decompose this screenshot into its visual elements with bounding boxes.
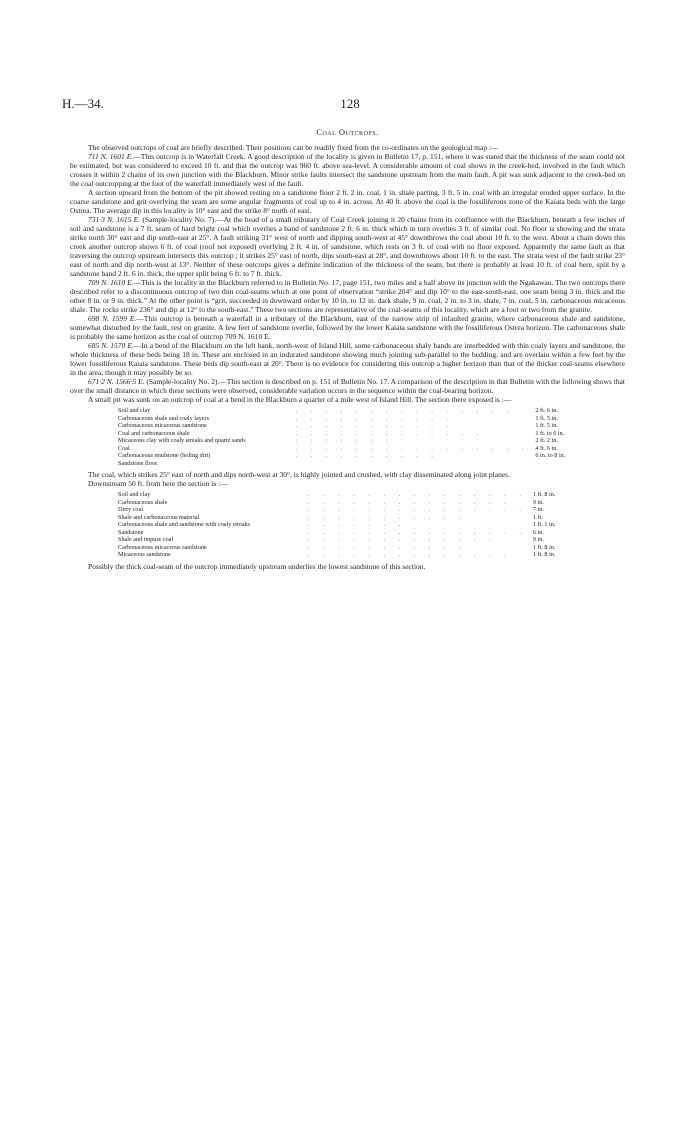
table-row: Dirty coal . . . . . . . . . . . . . . . 7 in. (118, 506, 544, 513)
paragraph-711 (70, 152, 625, 188)
table-row: Shale and carbonaceous material . . . . . . . . . . . 1 ft. (118, 513, 543, 521)
section-table-1 (118, 407, 588, 467)
table-row: Carbonaceous micaceous sandstone . . . . . . . . . . . 1 ft. 8 in. (118, 543, 556, 551)
paragraph-685 (70, 341, 625, 377)
body-text (70, 128, 625, 571)
paragraph-709-text: —This is the locality in the Blackburn referred to in Bulletin No. 17, page 151, two miles and a half above its junction with the Ngakawau. The two outcrops there described refer to a discontinuous outcrop of two thin coal-seams which at one point of observation “strike 204° and dip 10° to the east-south-east, one seam being 3 in. thick and the other 8 in. or 9 in. thick.” At the other point is “grit, succeeded in downward order by 10 in. to 12 in. dark shale, 9 in. coal, 2 in. to 3 in. shale, 7 in. coal, 5 in. carbonaceous micaceous shale. The rocks strike 236° and dip at 12° to the south-east.” These two sections are representative of the coal-seams of this locality, which are a foot or two from the granite. (70, 278, 625, 314)
locality-685: 685 N. 1570 E. (88, 341, 134, 350)
paragraph-709 (70, 278, 625, 314)
paragraph-731 (70, 215, 625, 278)
locality-731: 731·3 N. 1615 E. (88, 215, 141, 224)
paragraph-small-pit: A small pit was sunk on an outcrop of coal at a bend in the Blackburn a quarter of a mile west of Island Hill. The section there exposed is :— (88, 395, 512, 404)
paragraph-698 (70, 314, 625, 341)
paragraph-671 (70, 377, 625, 395)
locality-698: 698 N. 1599 E. (88, 314, 137, 323)
table-row: Carbonaceous shale . . . . . . . . . . . . . . 9 in. (118, 498, 544, 506)
table-row: Micaceous clay with coaly streaks and quartz sands . . . . . . . 2 ft. 2 in. (118, 437, 558, 444)
paragraph-coal-joints: The coal, which strikes 25° east of north and dips north-west at 30°, is highly jointed and crushed, with clay disseminated along joint planes. (88, 470, 510, 479)
paragraph-downstream: Downstream 50 ft. from here the section is :— (88, 479, 228, 488)
table-row: Carbonaceous mudstone (holing dirt) . . . . . . . . . . 6 in. to 8 in. (118, 452, 566, 459)
page-number: 128 (340, 96, 360, 111)
paragraph-685-text: —In a bend of the Blackburn on the left bank, north-west of Island Hill, some carbonaceous shaly bands are interbedded with thin coaly layers and sandstone, the whole thickness of these beds being 18 in. These are enclosed in an indurated sandstone showing much jointing sub-parallel to the bedding, and are overlain within a few feet by the lower fossiliferous Kaiata sandstone. These beds dip south-east at 20°. There is no evidence for considering this outcrop a higher horizon than that of the thicker coal-seams elsewhere in the area, though it may possibly be so. (70, 341, 625, 377)
table-row: Carbonaceous shale and sandstone with coaly streaks . . . . . . . 1 ft. 1 in. (118, 521, 556, 528)
page-header (62, 96, 638, 112)
intro-paragraph: The observed outcrops of coal are briefly described. Their positions can be readily fixed from the co-ordinates on the geological map :— (88, 143, 499, 152)
section-title: Coal Outcrops. (316, 127, 379, 137)
table-row: Carbonaceous micaceous sandstone . . . . . . . . . . . 1 ft. 5 in. (118, 422, 558, 429)
paragraph-671-text: (Sample-locality No. 2).—This section is described on p. 151 of Bulletin No. 17. A comparison of the description in that Bulletin with the following shows that over the small distance in which these sections were observed, considerable variation occurs in the sequence within the coal-bearing horizon. (70, 377, 625, 395)
table-row: Coal . . . . . . . . . . . . . . . . 4 ft. 6 in. (118, 444, 558, 452)
section-table-2 (118, 491, 588, 559)
table-row: Soil and clay . . . . . . . . . . . . . . . 1 ft. 8 in. (118, 491, 556, 498)
paragraph-pit-section: A section upward from the bottom of the pit showed resting on a sandstone floor 2 ft. 2 in. coal, 1 in. shale parting, 3 ft. 5 in. coal with an irregular eroded upper surface. In the coarse sandstone and grit overlying the seam are some angular fragments of coal up to 4 in. across. At 40 ft. above the coal is the fossiliferous zone of the Kaiata beds with the large Ostrea. The average dip in this locality is 10° east and the strike 8° north of east. (70, 188, 625, 215)
table-row: Soil and clay . . . . . . . . . . . . . . . 2 ft. 6 in. (118, 407, 558, 414)
locality-671: 671·2 N. 1566·5 E. (88, 377, 145, 386)
report-code: H.—34. (62, 96, 104, 111)
table-row: Micaceous sandstone . . . . . . . . . . . . . . 1 ft. 8 in. (118, 551, 556, 558)
locality-709: 709 N. 1610 E. (88, 278, 134, 287)
paragraph-final: Possibly the thick coal-seam of the outcrop immediately upstream underlies the lowest sandstone of this section. (88, 561, 426, 571)
paragraph-711-text: —This outcrop is in Waterfall Creek. A good description of the locality is given in Bulletin 17, p. 151, where it was stated that the thickness of the seam could not be estimated, but was considered to exceed 10 ft. and that the outcrop was 960 ft. above sea-level. A considerable amount of coal shows in the creek-bed, involved in the fault which crosses it within 2 chains of its own junction with the Blackburn. Minor strike faults intersect the sandstone upstream from the main fault. A pit was sunk adjacent to the creek-bed on the coal outcropping at the foot of the waterfall immediately west of the fault. (70, 152, 625, 188)
locality-711: 711 N. 1601 E. (88, 152, 134, 161)
table-row: Sandstone floor. (118, 459, 159, 467)
paragraph-698-text: —This outcrop is beneath a waterfall in a tributary of the Blackburn, east of the narrow strip of infaulted granite, where carbonaceous shale and sandstone, somewhat disturbed by the fault, rest on granite. A few feet of sandstone overlie, followed by the lower Kaiata sandstone with the fossiliferous Ostrea horizon. The carbonaceous shale is probably the same horizon as the coal of outcrop 709 N. 1610 E. (70, 314, 625, 341)
table-row: Coal and carbonaceous shale . . . . . . . . . . . . . 1 ft. to 6 in. (118, 429, 565, 437)
paragraph-731-text: (Sample-locality No. 7).—At the head of a small tributary of Coal Creek joining it 20 chains from its confluence with the Blackburn, beneath a few inches of soil and sandstone is a 7 ft. seam of hard bright coal which overlies a band of sandstone 2 ft. 6 in. thick which in turn overlies 3 ft. of similar coal. No floor is showing and the strata strike north 30° east and dip south-east at 25°. A fault striking 31° west of north and dipping south-west at 45° downthrows the coal about 10 ft. to the west. About a chain down this creek another outcrop shows 6 ft. of coal (roof not exposed) overlying 2 ft. 4 in. of sandstone, which rests on 3 ft. of coal with no floor exposed. Apparently the same fault as that traversing the outcrop upstream intersects this outcrop ; it strikes 25° east of north, dips south-east at 28°, and downthrows about 10 ft. to the east. The strata west of the fault strike 23° east of north and dip north-west at 13°. Neither of these outcrops gives a definite indication of the thickness of the seam, but there is probably at least 10 ft. of coal here, split by a sandstone band 2 ft. 6 in. thick, the upper split being 6 ft. to 7 ft. thick. (70, 215, 625, 278)
table-row: Carbonaceous shale and coaly layers . . . . . . . . . . . 1 ft. 5 in. (118, 414, 558, 422)
table-row: Sandstone . . . . . . . . . . . . . . . 6 in. (118, 528, 544, 536)
table-row: Shale and impure coal . . . . . . . . . . . . . 9 in. (118, 536, 544, 543)
